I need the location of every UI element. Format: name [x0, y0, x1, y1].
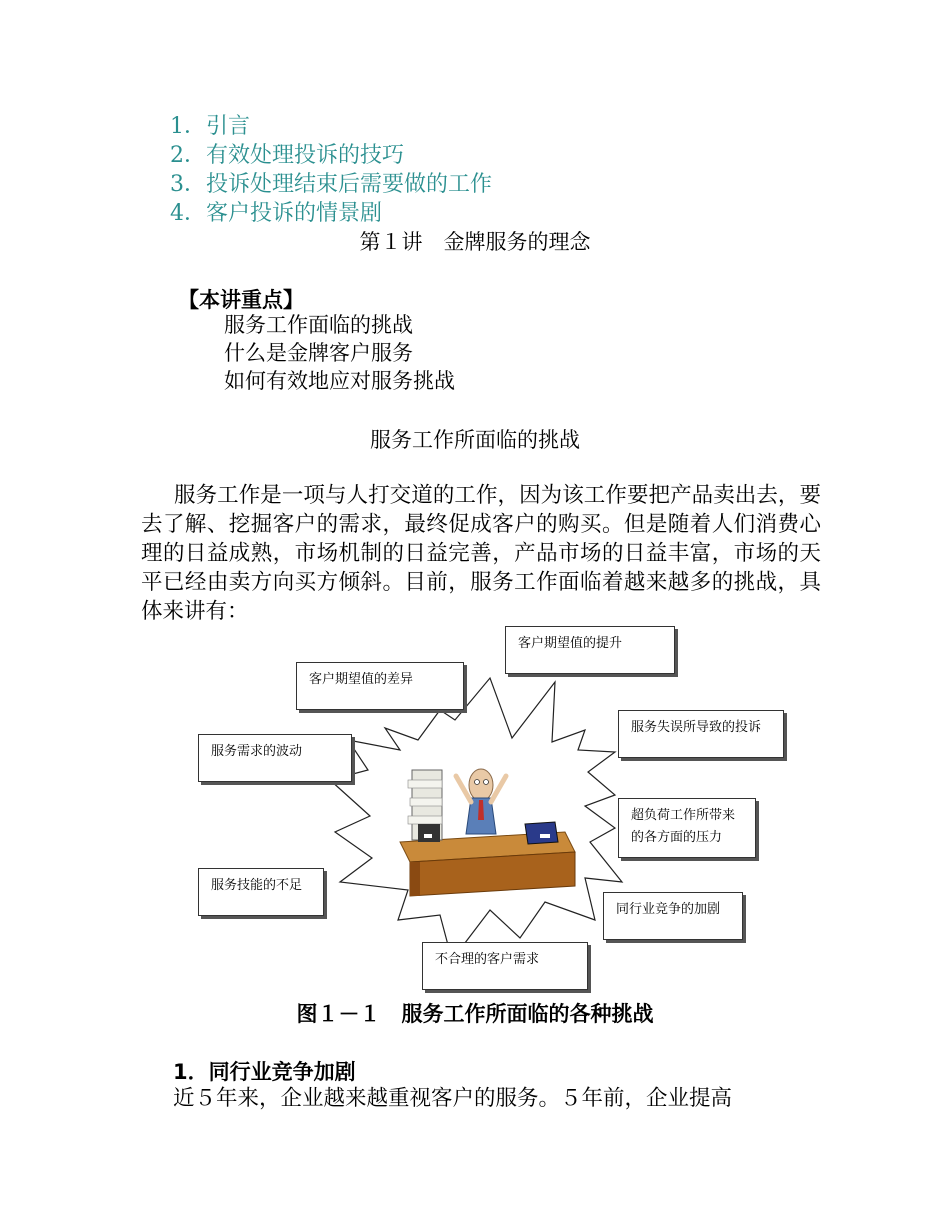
- box-label: 同行业竞争的加剧: [616, 902, 721, 917]
- body-paragraph: 服务工作是一项与人打交道的工作，因为该工作要把产品卖出去，要去了解、挖掘客户的需求，最终促成客户的购买。但是随着人们消费心理的日益成熟，市场机制的日益完善，产品市场的日益丰富，市场的天平已经由卖方向买方倾斜。目前，服务工作面临着越来越多的挑战，具体来讲有：: [141, 483, 821, 624]
- toc-item[interactable]: 4．客户投诉的情景剧: [170, 201, 382, 226]
- keypoint-item: 服务工作面临的挑战: [224, 313, 413, 337]
- box-label: 超负荷工作所带来: [631, 808, 736, 823]
- challenges-figure: [190, 620, 800, 992]
- lecture-title: 第１讲 金牌服务的理念: [359, 230, 591, 254]
- box-skill-lack: [198, 868, 324, 916]
- box-label: 的各方面的压力: [631, 830, 723, 845]
- box-service-error: [618, 710, 784, 758]
- box-label: 服务失误所导致的投诉: [631, 720, 762, 735]
- subsection-title: 1．同行业竞争加剧: [173, 1060, 356, 1084]
- box-expectation-diff: [296, 662, 464, 710]
- box-label: 服务技能的不足: [211, 878, 303, 893]
- box-label: 客户期望值的提升: [518, 636, 623, 651]
- box-expectation-rise: [505, 626, 675, 674]
- box-label: 客户期望值的差异: [309, 672, 414, 687]
- toc-item[interactable]: 2．有效处理投诉的技巧: [170, 143, 404, 168]
- keypoint-item: 如何有效地应对服务挑战: [224, 369, 455, 393]
- box-unreasonable-demand: [422, 942, 588, 990]
- toc-item[interactable]: 3．投诉处理结束后需要做的工作: [170, 172, 492, 197]
- toc-item[interactable]: 1．引言: [170, 114, 250, 139]
- keypoint-item: 什么是金牌客户服务: [224, 341, 413, 365]
- box-overload: [618, 798, 756, 858]
- paper-stack-icon: [408, 770, 442, 842]
- box-label: 服务需求的波动: [211, 744, 303, 759]
- keypoints-list: [224, 311, 455, 395]
- box-label: 不合理的客户需求: [435, 952, 540, 967]
- box-demand-fluctuation: [198, 734, 352, 782]
- keypoints-heading: 【本讲重点】: [178, 288, 304, 312]
- binder-icon: [525, 822, 558, 844]
- body-paragraph-2: 近５年来，企业越来越重视客户的服务。５年前，企业提高: [173, 1086, 733, 1111]
- figure-caption: 图１－１ 服务工作所面临的各种挑战: [296, 1002, 654, 1026]
- table-of-contents: [170, 112, 492, 228]
- box-competition: [603, 892, 743, 940]
- section-title: 服务工作所面临的挑战: [370, 428, 580, 452]
